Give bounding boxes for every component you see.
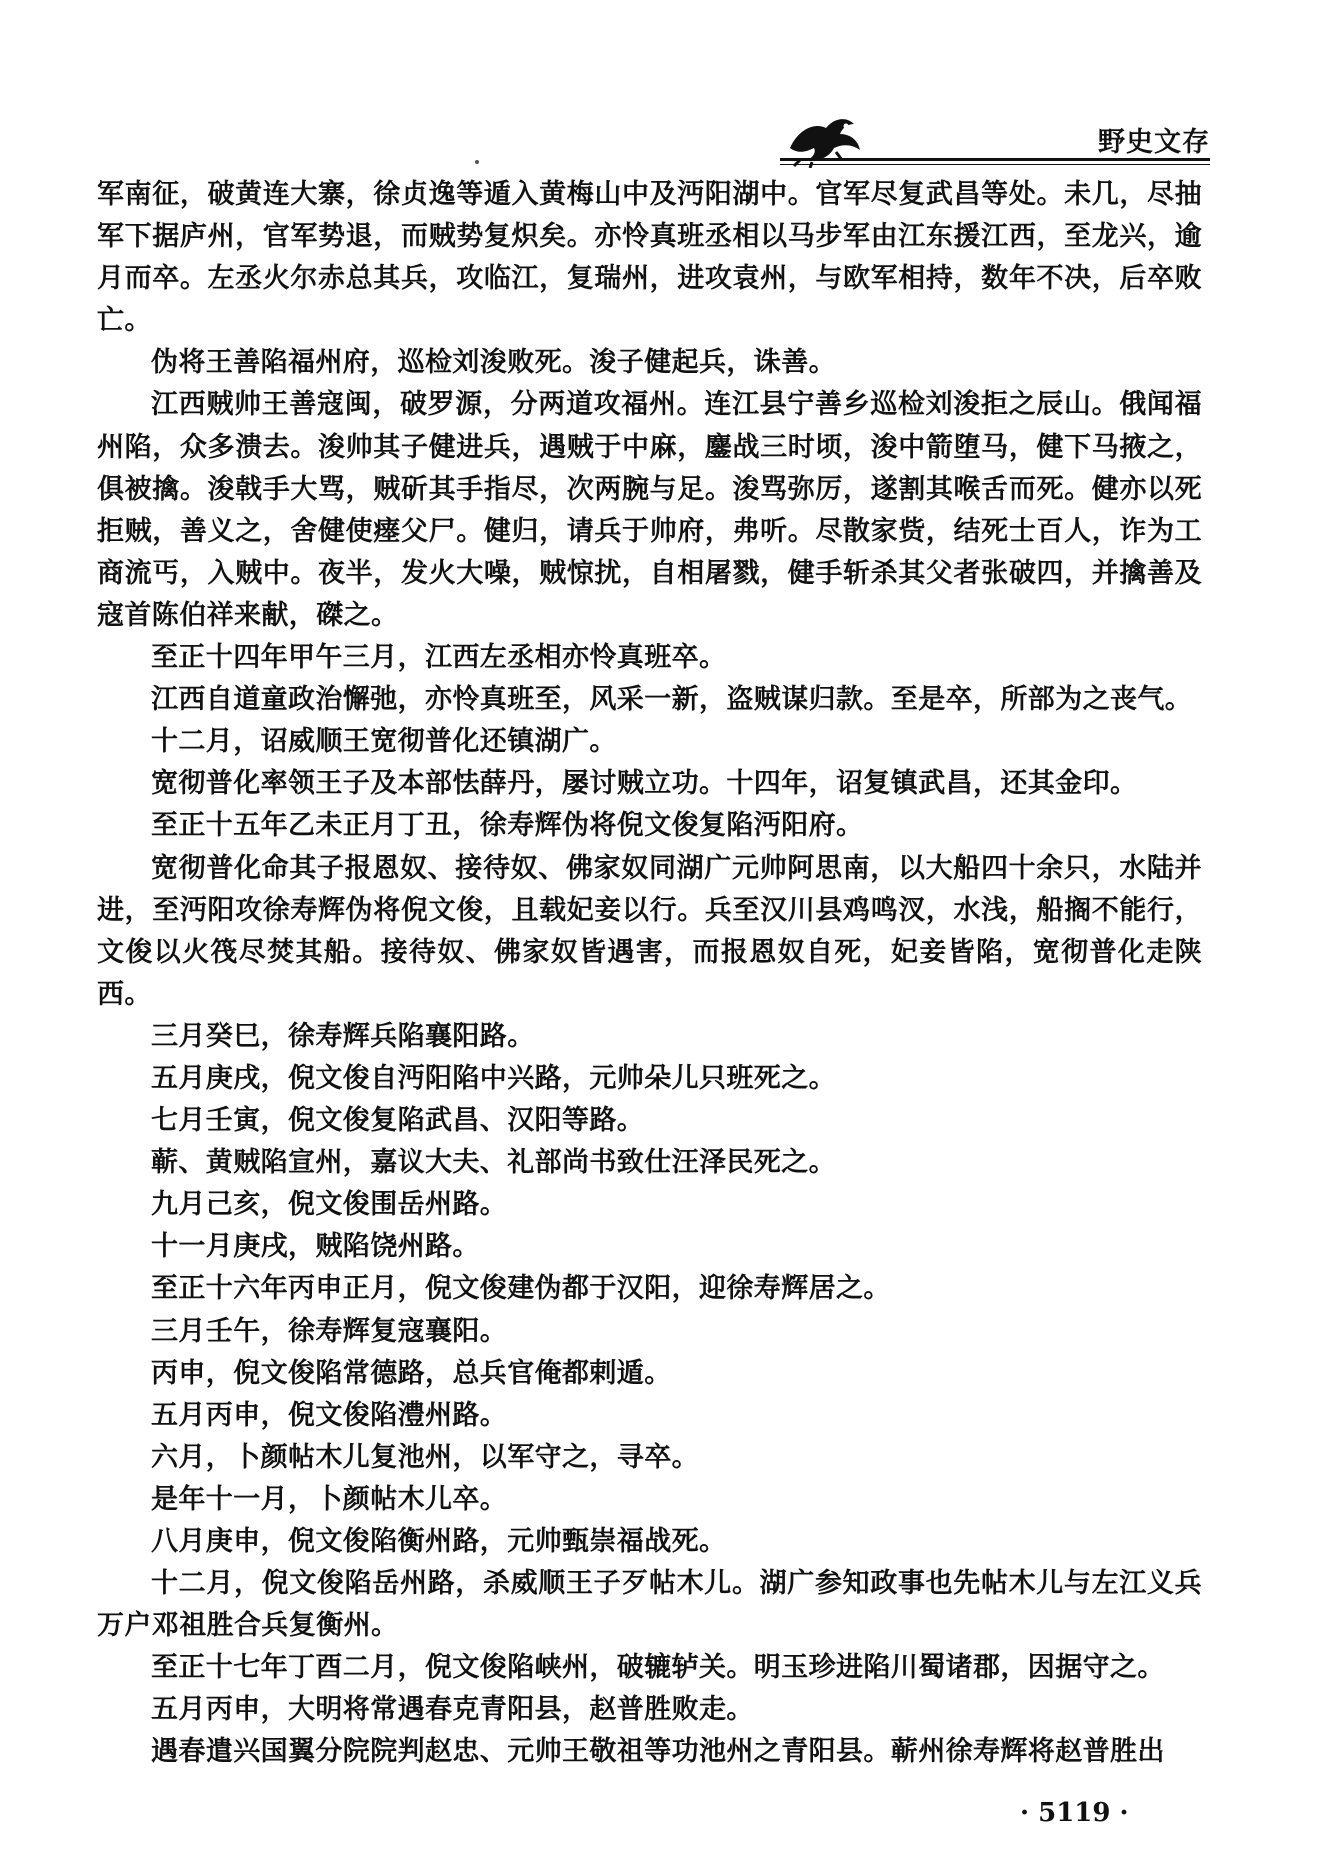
paragraph: 九月己亥，倪文俊围岳州路。 xyxy=(151,1189,508,1221)
paragraph: 三月癸巳，徐寿辉兵陷襄阳路。 xyxy=(151,1020,535,1052)
header-rule-thin xyxy=(780,164,1210,165)
paragraph: 宽彻普化命其子报恩奴、接待奴、佛家奴同湖广元帅阿思南，以大船四十余只，水陆并进，至沔阳攻徐寿辉伪将倪文俊，且载妃妾以行。兵至汉川县鸡鸣汊，水浅，船搁不能行，文俊以火筏尽焚其船。接待奴、佛家奴皆遇害，而报恩奴自死，妃妾皆陷，宽彻普化走陕西。 xyxy=(97,852,1202,1010)
paragraph: 七月壬寅，倪文俊复陷武昌、汉阳等路。 xyxy=(151,1105,645,1137)
paragraph: 八月庚申，倪文俊陷衡州路，元帅甄崇福战死。 xyxy=(151,1526,727,1557)
paragraph: 至正十五年乙未正月丁丑，徐寿辉伪将倪文俊复陷沔阳府。 xyxy=(151,810,864,842)
paragraph: 三月壬午，徐寿辉复寇襄阳。 xyxy=(151,1315,508,1347)
paragraph: 五月丙申，大明将常遇春克青阳县，赵普胜败走。 xyxy=(151,1694,754,1726)
paragraph: 军南征，破黄连大寨，徐贞逸等遁入黄梅山中及沔阳湖中。官军尽复武昌等处。未几，尽抽军下据庐州，官军势退，而贼势复炽矣。亦怜真班丞相以马步军由江东援江西，至龙兴，逾月而卒。左丞火尔赤总其兵，攻临江，复瑞州，进攻袁州，与欧军相持，数年不决，后卒败亡。 xyxy=(97,179,1202,337)
paragraph: 至正十六年丙申正月，倪文俊建伪都于汉阳，迎徐寿辉居之。 xyxy=(151,1273,891,1305)
paragraph: 宽彻普化率领王子及本部怯薛丹，屡讨贼立功。十四年，诏复镇武昌，还其金印。 xyxy=(151,768,1138,800)
body-text xyxy=(97,174,1202,1774)
paragraph: 六月，卜颜帖木儿复池州，以军守之，寻卒。 xyxy=(151,1441,699,1473)
paragraph: 五月丙申，倪文俊陷澧州路。 xyxy=(151,1399,508,1431)
paragraph: 丙申，倪文俊陷常德路，总兵官俺都剌遁。 xyxy=(151,1357,672,1389)
paragraph: 江西自道童政治懈弛，亦怜真班至，风采一新，盗贼谋归款。至是卒，所部为之丧气。 xyxy=(151,684,1193,716)
paragraph: 江西贼帅王善寇闽，破罗源，分两道攻福州。连江县宁善乡巡检刘浚拒之辰山。俄闻福州陷，众多溃去。浚帅其子健进兵，遇贼于中麻，鏖战三时顷，浚中箭堕马，健下马掖之，俱被擒。浚戟手大骂，贼斫其手指尽，次两腕与足。浚骂弥厉，遂割其喉舌而死。健亦以死拒贼，善义之，舍健使瘗父尸。健归，请兵于帅府，弗听。尽散家赀，结死士百人，诈为工商流丐，入贼中。夜半，发火大噪，贼惊扰，自相屠戮，健手斩杀其父者张破四，并擒善及寇首陈伯祥来献，磔之。 xyxy=(97,389,1202,631)
page-number: · 5119 · xyxy=(1020,1798,1129,1828)
paragraph: 蕲、黄贼陷宣州，嘉议大夫、礼部尚书致仕汪泽民死之。 xyxy=(151,1147,836,1179)
paragraph: 十二月，诏威顺王宽彻普化还镇湖广。 xyxy=(151,726,617,758)
paragraph: 至正十四年甲午三月，江西左丞相亦怜真班卒。 xyxy=(151,642,727,674)
paragraph: 遇春遣兴国翼分院院判赵忠、元帅王敬祖等功池州之青阳县。蕲州徐寿辉将赵普胜出 xyxy=(151,1736,1165,1768)
paragraph: 十一月庚戌，贼陷饶州路。 xyxy=(151,1231,480,1263)
running-header xyxy=(780,108,1210,168)
paragraph: 五月庚戌，倪文俊自沔阳陷中兴路，元帅朵儿只班死之。 xyxy=(151,1062,836,1094)
paragraph: 伪将王善陷福州府，巡检刘浚败死。浚子健起兵，诛善。 xyxy=(151,347,836,379)
header-rule xyxy=(780,158,1210,161)
series-title: 野史文存 xyxy=(1098,127,1210,158)
paragraph: 十二月，倪文俊陷岳州路，杀威顺王子歹帖木儿。湖广参知政事也先帖木儿与左江义兵万户邓祖胜合兵复衡州。 xyxy=(97,1568,1202,1642)
scan-speck xyxy=(475,160,479,164)
paragraph: 是年十一月，卜颜帖木儿卒。 xyxy=(151,1483,508,1515)
paragraph: 至正十七年丁酉二月，倪文俊陷峡州，破辘轳关。明玉珍进陷川蜀诸郡，因据守之。 xyxy=(151,1652,1165,1684)
